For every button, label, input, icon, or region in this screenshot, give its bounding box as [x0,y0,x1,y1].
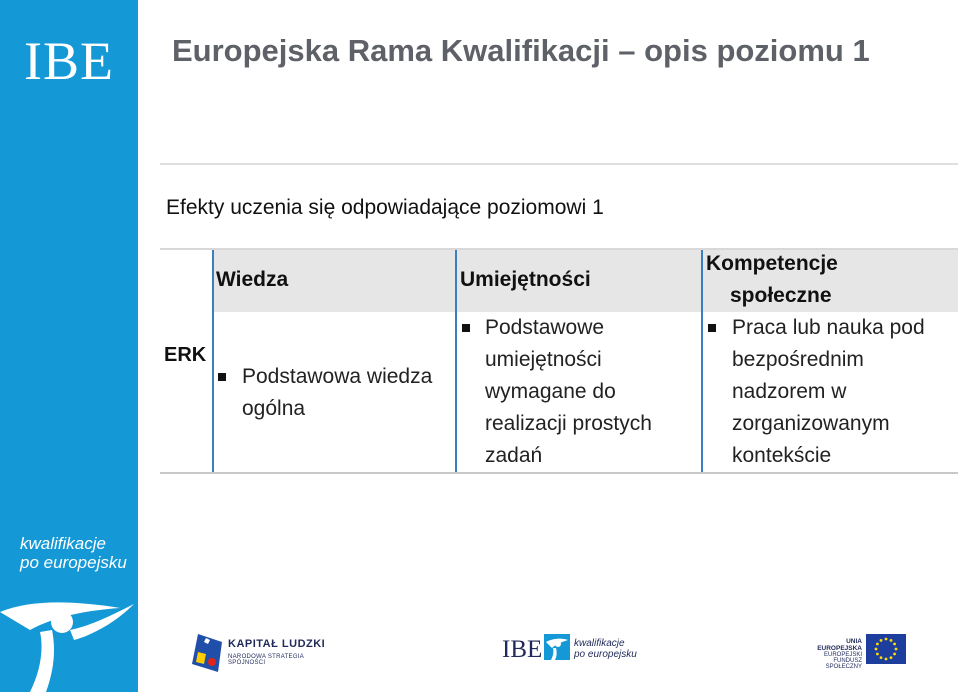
running-figure-icon [0,590,138,692]
cell-line: Podstawowa wiedza [242,365,433,388]
column-divider [701,250,703,472]
cell-line: nadzorem w [732,380,847,403]
column-header-umiejetnosci: Umiejętności [460,268,591,291]
tagline [20,534,138,572]
cell-line: ogólna [242,397,306,420]
cell-line: bezpośrednim [732,348,864,371]
eu-flag-icon [866,634,906,664]
title-divider [160,163,958,165]
cell-kompetencje [732,312,925,472]
bullet-icon [462,324,470,332]
tagline-line-1: kwalifikacje [20,534,106,553]
column-divider [455,250,457,472]
cell-line: zorganizowanym [732,412,890,435]
level-description-table [160,248,958,474]
kapital-ludzki-icon [192,634,222,672]
bullet-icon [218,373,226,381]
column-divider [212,250,214,472]
kwalifikacje-footer-logo [574,638,637,660]
table-bottom-rule [160,472,958,474]
kapital-ludzki-logo [192,626,342,676]
tagline-line-2: po europejsku [20,553,127,572]
eu-line: FUNDUSZ SPOŁECZNY [825,658,862,670]
ibe-logo: IBE [24,31,114,91]
column-header-wiedza: Wiedza [216,268,289,291]
cell-line: wymagane do [485,380,616,403]
brand-sidebar [0,0,138,692]
page-title: Europejska Rama Kwalifikacji – opis poziomu 1 [172,33,870,68]
kpe-line: kwalifikacje [574,638,625,649]
header-line: Kompetencje [706,252,838,275]
cell-umiejetnosci [485,312,652,472]
eu-line: EUROPEJSKI [823,652,862,658]
eu-fund-label [802,638,862,670]
eu-line: UNIA EUROPEJSKA [817,638,862,652]
footer-logos [138,620,960,680]
header-line: społeczne [730,284,832,307]
cell-line: Praca lub nauka pod [732,316,925,339]
row-label-erk: ERK [164,344,207,366]
cell-line: umiejętności [485,348,602,371]
cell-line: kontekście [732,444,832,467]
cell-line: realizacji prostych [485,412,652,435]
cell-line: zadań [485,444,543,467]
cell-wiedza [242,361,432,425]
column-header-kompetencje [706,248,838,312]
ibe-figure-icon [544,634,570,660]
kapital-ludzki-subtitle: NARODOWA STRATEGIA SPÓJNOŚCI [228,654,304,666]
kapital-ludzki-title: KAPITAŁ LUDZKI [228,638,326,650]
ibe-footer-logo: IBE [502,636,543,663]
kpe-line: po europejsku [574,649,637,660]
bullet-icon [708,324,716,332]
section-subtitle: Efekty uczenia się odpowiadające poziomowi 1 [166,196,604,219]
cell-line: Podstawowe [485,316,605,339]
